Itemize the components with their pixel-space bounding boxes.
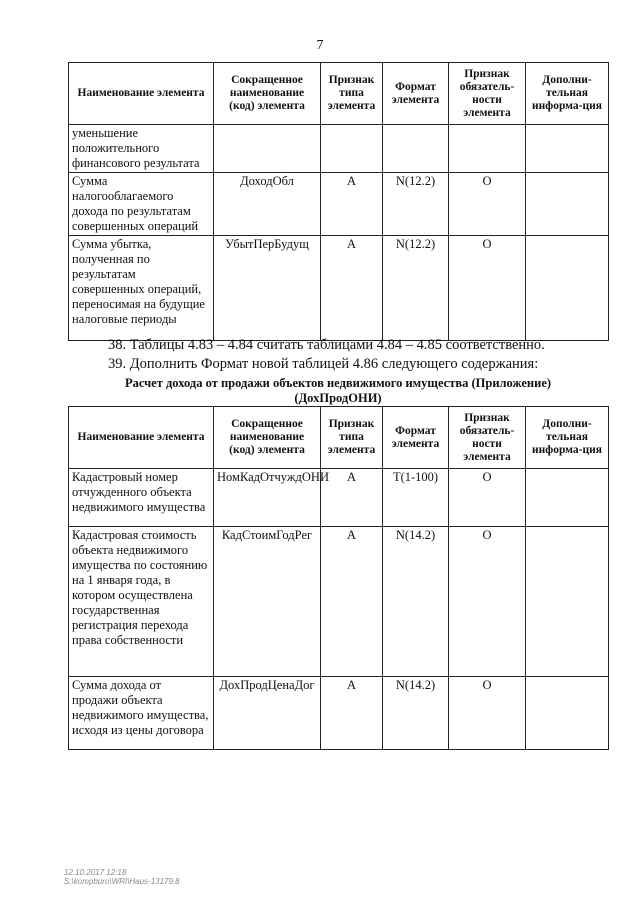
cell-name: уменьшение положительного финансового результата [69,125,214,173]
cell-name: Кадастровая стоимость объекта недвижимого имущества по состоянию на 1 января года, в котором осуществлена государственная регистрация перехода права собственности [69,527,214,677]
header-format: Формат элемента [383,407,449,469]
cell-name: Сумма дохода от продажи объекта недвижимого имущества, исходя из цены договора [69,677,214,750]
cell-info [526,125,609,173]
cell-format: N(12.2) [383,236,449,341]
footer-timestamp: 12.10.2017 12:18 [64,868,127,877]
cell-required: О [449,527,526,677]
cell-info [526,527,609,677]
elements-table-continued [68,62,609,341]
cell-type: А [321,677,383,750]
page-number: 7 [316,38,324,53]
header-code: Сокращенное наименование (код) элемента [214,407,321,469]
cell-info [526,236,609,341]
cell-type [321,125,383,173]
header-info: Дополни-тельная информа-ция [526,63,609,125]
cell-required: О [449,469,526,527]
table-header-row [69,63,609,125]
cell-type: А [321,173,383,236]
header-name: Наименование элемента [69,407,214,469]
header-format: Формат элемента [383,63,449,125]
header-required: Признак обязатель-ности элемента [449,63,526,125]
cell-info [526,677,609,750]
header-required: Признак обязатель-ности элемента [449,407,526,469]
cell-type: А [321,236,383,341]
table-title: Расчет дохода от продажи объектов недвижимого имущества (Приложение) [124,376,552,390]
cell-format [383,125,449,173]
cell-type: А [321,527,383,677]
cell-code: НомКадОтчуждОНИ [214,469,321,527]
header-code: Сокращенное наименование (код) элемента [214,63,321,125]
cell-required [449,125,526,173]
table-row [69,125,609,173]
cell-name: Сумма налогооблагаемого дохода по результатам совершенных операций [69,173,214,236]
header-info: Дополни-тельная информа-ция [526,407,609,469]
cell-type: А [321,469,383,527]
cell-name: Сумма убытка, полученная по результатам совершенных операций, переносимая на будущие налоговые периоды [69,236,214,341]
table-row [69,527,609,677]
paragraph-39: 39. Дополнить Формат новой таблицей 4.86 следующего содержания: [108,356,539,372]
cell-info [526,469,609,527]
table-title-code: (ДохПродОНИ) [294,391,382,405]
cell-format: N(14.2) [383,677,449,750]
cell-required: О [449,236,526,341]
cell-required: О [449,677,526,750]
cell-format: N(12.2) [383,173,449,236]
cell-name: Кадастровый номер отчужденного объекта недвижимого имущества [69,469,214,527]
table-row [69,677,609,750]
paragraph-38: 38. Таблицы 4.83 – 4.84 считать таблицами 4.84 – 4.85 соответственно. [108,337,545,353]
cell-format: Т(1-100) [383,469,449,527]
header-name: Наименование элемента [69,63,214,125]
header-type: Признак типа элемента [321,63,383,125]
income-from-property-sale-table [68,406,609,750]
cell-format: N(14.2) [383,527,449,677]
table-row [69,236,609,341]
table-header-row [69,407,609,469]
cell-info [526,173,609,236]
cell-code: ДохПродЦенаДог [214,677,321,750]
cell-code: ДоходОбл [214,173,321,236]
table-row [69,173,609,236]
table-row [69,469,609,527]
cell-code: УбытПерБудущ [214,236,321,341]
cell-code: КадСтоимГодРег [214,527,321,677]
header-type: Признак типа элемента [321,407,383,469]
cell-required: О [449,173,526,236]
cell-code [214,125,321,173]
footer-file-path: S:\kompburo\WRI\Haus-13179.8 [64,877,180,886]
